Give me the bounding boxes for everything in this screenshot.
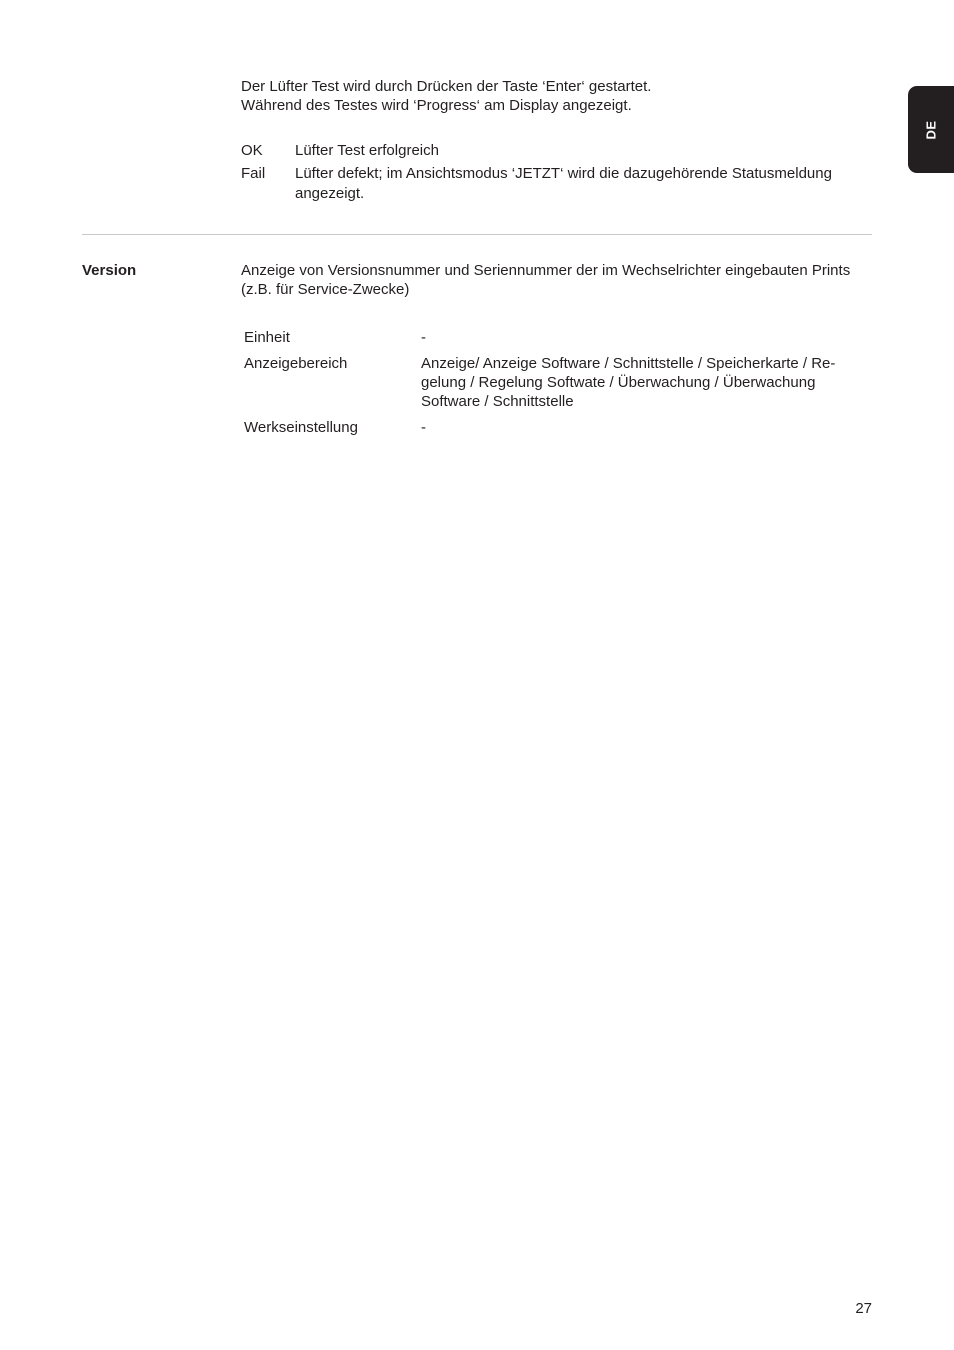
result-row-fail: [241, 164, 873, 204]
param-row-anzeigebereich: [244, 354, 874, 411]
param-value: Anzeige/ Anzeige Software / Schnittstelle / Speicherkarte / Re-gelung / Regelung Softwate / Überwachung / Überwachung Software / Schnittstelle: [421, 355, 836, 410]
param-row-werkseinstellung: [244, 418, 874, 437]
param-key: Einheit: [244, 329, 290, 346]
section-divider: [82, 234, 872, 235]
param-value: -: [421, 329, 426, 346]
param-key: Anzeigebereich: [244, 355, 348, 372]
result-text: Lüfter defekt; im Ansichtsmodus ‘JETZT‘ wird die dazugehörende Statusmeldung angezeigt.: [295, 165, 832, 202]
param-value: -: [421, 419, 426, 436]
test-results-list: [241, 141, 873, 207]
language-tab: [908, 86, 954, 173]
intro-text: [241, 77, 871, 115]
intro-line-2: Während des Testes wird ‘Progress‘ am Display angezeigt.: [241, 97, 632, 114]
result-row-ok: [241, 141, 873, 161]
result-text: Lüfter Test erfolgreich: [295, 142, 439, 159]
section-title: Version: [82, 262, 137, 279]
param-key: Werkseinstellung: [244, 419, 358, 436]
section-description: Anzeige von Versionsnummer und Seriennummer der im Wechselrichter eingebauten Prints (z.B. für Service-Zwecke): [241, 262, 851, 298]
intro-line-1: Der Lüfter Test wird durch Drücken der Taste ‘Enter‘ gestartet.: [241, 78, 652, 95]
language-tab-label: DE: [923, 119, 939, 140]
result-key: Fail: [241, 165, 266, 182]
param-row-einheit: [244, 328, 874, 347]
result-key: OK: [241, 142, 263, 159]
page-number: 27: [855, 1300, 872, 1317]
parameter-table: [244, 328, 874, 444]
